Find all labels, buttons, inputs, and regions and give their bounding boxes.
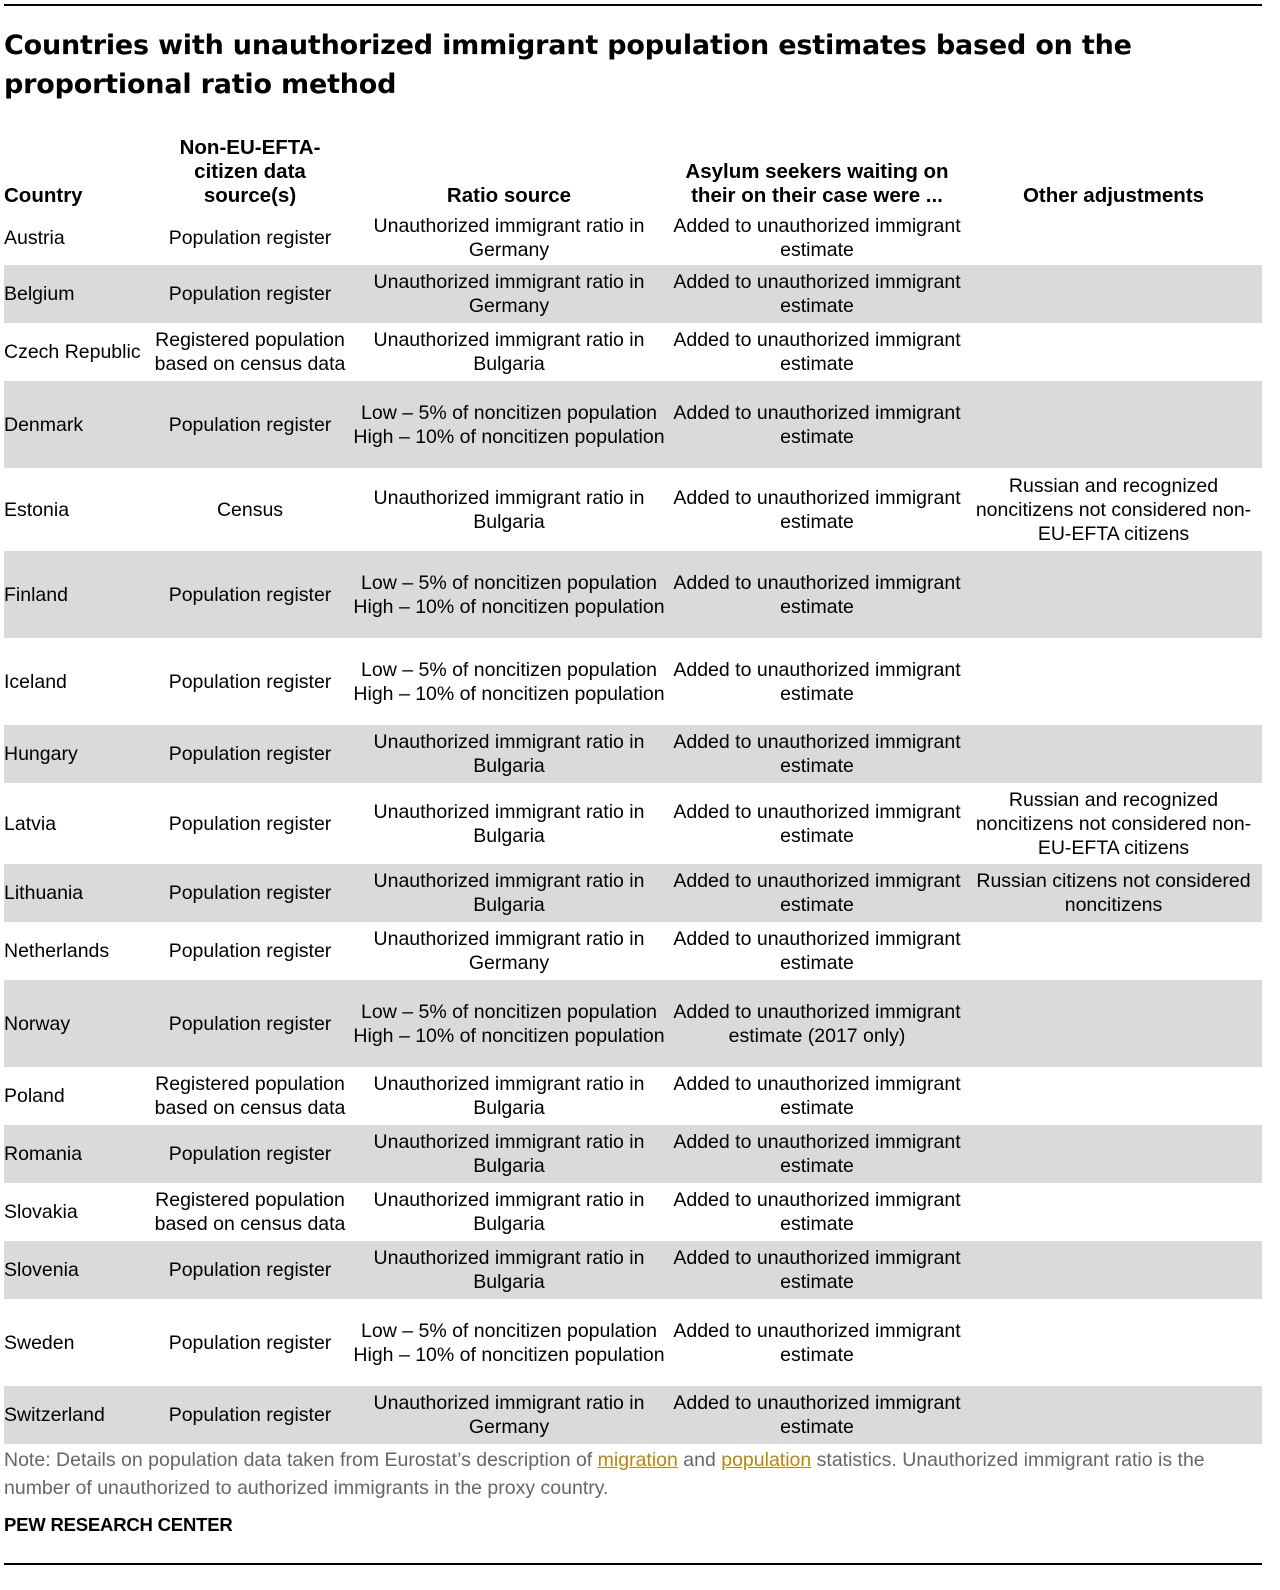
cell-country: Norway [4, 980, 151, 1067]
cell-data-source: Population register [168, 227, 332, 249]
countries-table [4, 136, 1262, 1444]
cell-country: Hungary [4, 725, 151, 783]
table-row [4, 864, 1262, 922]
cell-asylum: Added to unauthorized immigrant estimate [669, 864, 965, 922]
cell-country: Denmark [4, 381, 151, 468]
ratio-line: Unauthorized immigrant ratio in Bulgaria [373, 329, 645, 375]
cell-asylum: Added to unauthorized immigrant estimate [673, 329, 961, 375]
table-row [4, 381, 1262, 468]
cell-data-source: Population register [151, 864, 349, 922]
cell-other-adjustments: Russian and recognized noncitizens not considered non-EU-EFTA citizens [975, 788, 1252, 859]
ratio-line: Unauthorized immigrant ratio in Bulgaria [373, 1247, 645, 1293]
cell-data-source: Population register [168, 1331, 332, 1354]
cell-ratio-source [349, 381, 669, 468]
cell-other-adjustments [965, 1183, 1262, 1241]
table-row [4, 1299, 1262, 1386]
cell-asylum: Added to unauthorized immigrant estimate [669, 1241, 965, 1299]
table-row [4, 1386, 1262, 1444]
cell-other-adjustments [965, 265, 1262, 323]
ratio-line: High – 10% of noncitizen population [353, 1343, 665, 1366]
cell-other-adjustments [965, 1386, 1262, 1444]
table-header-row [4, 136, 1262, 211]
cell-other-adjustments [965, 381, 1262, 468]
cell-ratio-source [349, 1183, 669, 1241]
cell-ratio-source [349, 1125, 669, 1183]
cell-ratio-source [349, 1241, 669, 1299]
header-ratio-source: Ratio source [446, 184, 572, 207]
table-row [4, 725, 1262, 783]
table-row [4, 1241, 1262, 1299]
cell-asylum: Added to unauthorized immigrant estimate [673, 486, 961, 533]
table-row [4, 323, 1262, 381]
table-row [4, 922, 1262, 980]
ratio-line: Unauthorized immigrant ratio in Germany [373, 215, 645, 261]
cell-asylum: Added to unauthorized immigrant estimate [673, 1189, 961, 1235]
cell-country: Austria [4, 227, 65, 249]
ratio-line: Unauthorized immigrant ratio in Germany [373, 1392, 645, 1438]
cell-country: Switzerland [4, 1386, 151, 1444]
cell-country: Romania [4, 1125, 151, 1183]
cell-data-source: Population register [168, 812, 332, 835]
cell-ratio-source [349, 638, 669, 725]
cell-data-source: Population register [151, 265, 349, 323]
cell-country: Finland [4, 551, 151, 638]
cell-other-adjustments [965, 638, 1262, 725]
ratio-line: High – 10% of noncitizen population [353, 1024, 665, 1047]
cell-country: Latvia [4, 812, 57, 835]
cell-other-adjustments [965, 1241, 1262, 1299]
header-data-source: Non-EU-EFTA-citizen data source(s) [179, 136, 321, 207]
table-row [4, 265, 1262, 323]
page-title: Countries with unauthorized immigrant population estimates based on the proportional ratio method [4, 30, 1132, 100]
cell-ratio-source [349, 980, 669, 1067]
ratio-line: Unauthorized immigrant ratio in Bulgaria [373, 1073, 645, 1119]
table-row [4, 1183, 1262, 1241]
cell-data-source: Population register [151, 381, 349, 468]
ratio-line: Unauthorized immigrant ratio in Bulgaria [373, 731, 645, 777]
cell-country: Lithuania [4, 864, 151, 922]
cell-asylum: Added to unauthorized immigrant estimate [673, 1073, 961, 1119]
cell-data-source: Population register [151, 1241, 349, 1299]
ratio-line: Unauthorized immigrant ratio in Germany [373, 271, 645, 317]
header-asylum-seekers: Asylum seekers waiting on their on their case were ... [685, 160, 949, 207]
bottom-rule [4, 1563, 1262, 1565]
header-other-adjustments: Other adjustments [1022, 184, 1205, 207]
ratio-line: Unauthorized immigrant ratio in Bulgaria [373, 1189, 645, 1235]
cell-country: Iceland [4, 670, 67, 693]
cell-data-source: Population register [168, 670, 332, 693]
table-row [4, 1125, 1262, 1183]
cell-asylum: Added to unauthorized immigrant estimate [669, 725, 965, 783]
cell-country: Czech Republic [4, 341, 141, 363]
cell-ratio-source [349, 1386, 669, 1444]
cell-asylum: Added to unauthorized immigrant estimate [669, 381, 965, 468]
cell-ratio-source [349, 783, 669, 864]
cell-asylum: Added to unauthorized immigrant estimate [669, 265, 965, 323]
cell-ratio-source [349, 864, 669, 922]
cell-asylum: Added to unauthorized immigrant estimate [673, 1319, 961, 1366]
cell-data-source: Population register [168, 940, 332, 962]
cell-asylum: Added to unauthorized immigrant estimate [669, 551, 965, 638]
cell-asylum: Added to unauthorized immigrant estimate [673, 928, 961, 974]
cell-other-adjustments [965, 1067, 1262, 1125]
cell-other-adjustments [965, 725, 1262, 783]
cell-other-adjustments [965, 922, 1262, 980]
cell-other-adjustments: Russian citizens not considered noncitizens [965, 864, 1262, 922]
note-suffix: statistics. Unauthorized immigrant ratio is the number of unauthorized to authorized immigrants in the proxy country. [4, 1449, 1205, 1499]
cell-asylum: Added to unauthorized immigrant estimate [673, 658, 961, 705]
ratio-line: Low – 5% of noncitizen population [361, 571, 657, 594]
cell-data-source: Population register [151, 980, 349, 1067]
table-body [4, 211, 1262, 1444]
table-row [4, 638, 1262, 725]
cell-ratio-source [349, 1067, 669, 1125]
cell-country: Netherlands [4, 940, 110, 962]
ratio-line: Unauthorized immigrant ratio in Germany [373, 928, 645, 974]
ratio-line: High – 10% of noncitizen population [353, 425, 665, 448]
cell-other-adjustments: Russian and recognized noncitizens not considered non-EU-EFTA citizens [975, 474, 1252, 545]
cell-country: Poland [4, 1085, 65, 1107]
cell-data-source: Registered population based on census data [154, 329, 346, 375]
table-row [4, 783, 1262, 864]
cell-other-adjustments [965, 1125, 1262, 1183]
ratio-line: Low – 5% of noncitizen population [361, 1319, 657, 1342]
ratio-line: High – 10% of noncitizen population [353, 682, 665, 705]
ratio-line: Low – 5% of noncitizen population [361, 1000, 657, 1023]
cell-country: Slovakia [4, 1201, 78, 1223]
cell-ratio-source [349, 551, 669, 638]
table-row [4, 211, 1262, 265]
cell-ratio-source [349, 1299, 669, 1386]
cell-ratio-source [349, 211, 669, 265]
cell-asylum: Added to unauthorized immigrant estimate (2017 only) [669, 980, 965, 1067]
cell-data-source: Population register [151, 1125, 349, 1183]
ratio-line: Unauthorized immigrant ratio in Bulgaria [373, 870, 645, 916]
cell-ratio-source [349, 265, 669, 323]
ratio-line: Unauthorized immigrant ratio in Bulgaria [373, 486, 645, 533]
cell-other-adjustments [965, 323, 1262, 381]
cell-other-adjustments [965, 211, 1262, 265]
note-prefix: Note: Details on population data taken from Eurostat’s description of [4, 1449, 598, 1471]
top-rule [4, 4, 1262, 6]
cell-country: Slovenia [4, 1241, 151, 1299]
cell-ratio-source [349, 468, 669, 551]
source-credit: PEW RESEARCH CENTER [4, 1514, 233, 1535]
cell-ratio-source [349, 323, 669, 381]
cell-country: Estonia [4, 498, 70, 521]
cell-data-source: Population register [151, 725, 349, 783]
table-row [4, 551, 1262, 638]
cell-ratio-source [349, 725, 669, 783]
cell-asylum: Added to unauthorized immigrant estimate [669, 1386, 965, 1444]
cell-other-adjustments [965, 980, 1262, 1067]
cell-asylum: Added to unauthorized immigrant estimate [673, 215, 961, 261]
ratio-line: High – 10% of noncitizen population [353, 595, 665, 618]
cell-country: Belgium [4, 265, 151, 323]
cell-other-adjustments [965, 551, 1262, 638]
cell-country: Sweden [4, 1331, 75, 1354]
cell-data-source: Population register [151, 551, 349, 638]
migration-link[interactable]: migration [597, 1449, 678, 1471]
cell-ratio-source [349, 922, 669, 980]
table-row [4, 468, 1262, 551]
ratio-line: Unauthorized immigrant ratio in Bulgaria [373, 800, 645, 847]
cell-data-source: Registered population based on census data [154, 1189, 346, 1235]
footnote [4, 1446, 1262, 1502]
ratio-line: Low – 5% of noncitizen population [361, 658, 657, 681]
note-middle: and [677, 1449, 722, 1471]
table-row [4, 980, 1262, 1067]
cell-asylum: Added to unauthorized immigrant estimate [673, 800, 961, 847]
cell-data-source: Registered population based on census data [154, 1073, 346, 1119]
population-link[interactable]: population [721, 1449, 812, 1471]
ratio-line: Low – 5% of noncitizen population [361, 401, 657, 424]
cell-data-source: Population register [151, 1386, 349, 1444]
ratio-line: Unauthorized immigrant ratio in Bulgaria [373, 1131, 645, 1177]
header-country: Country [4, 184, 83, 207]
cell-other-adjustments [965, 1299, 1262, 1386]
table-row [4, 1067, 1262, 1125]
cell-data-source: Census [216, 498, 284, 521]
cell-asylum: Added to unauthorized immigrant estimate [669, 1125, 965, 1183]
